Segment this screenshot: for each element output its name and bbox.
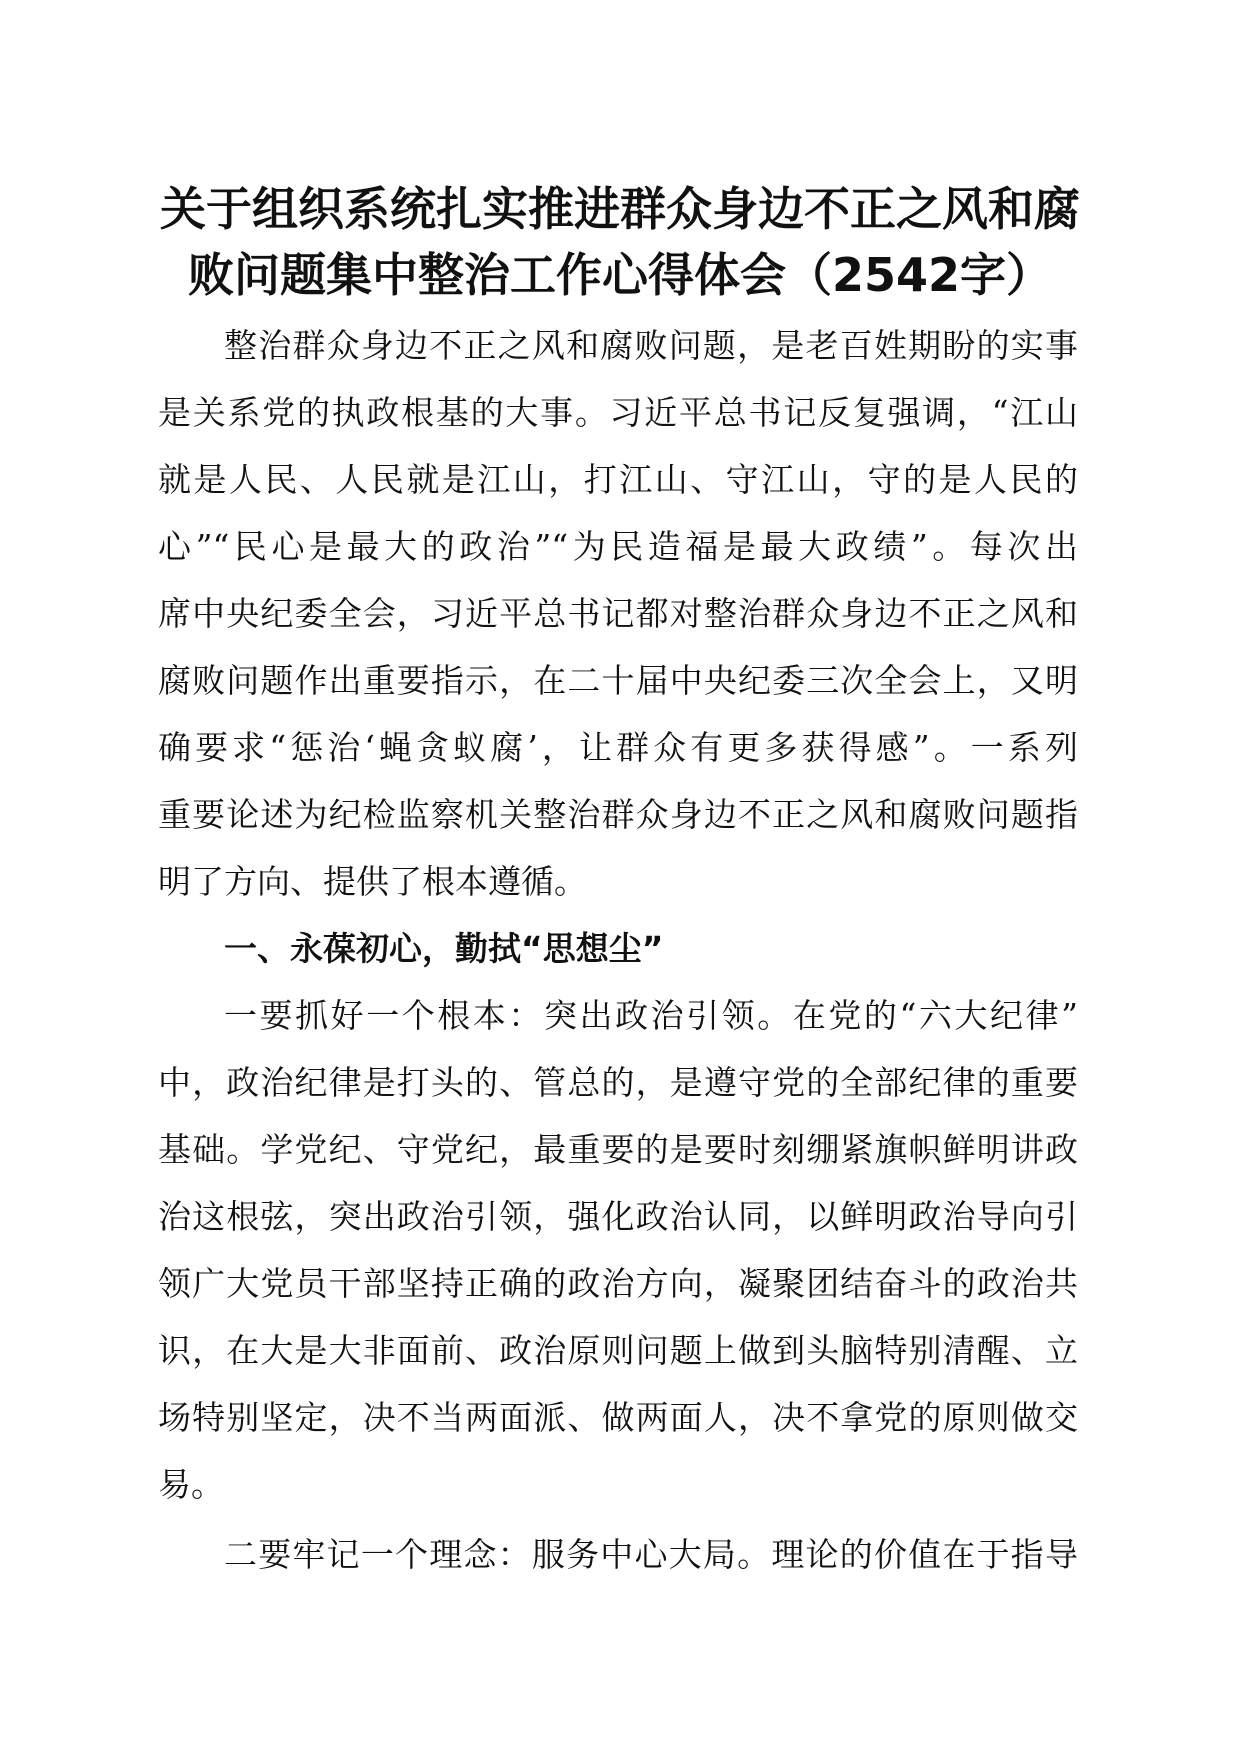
paragraph-line: 识，在大是大非面前、政治原则问题上做到头脑特别清醒、立 (158, 1331, 1078, 1370)
paragraph-line: 席中央纪委全会，习近平总书记都对整治群众身边不正之风和 (158, 594, 1078, 633)
section-heading: 一、永葆初心，勤拭“思想尘” (224, 929, 664, 968)
paragraph-line: 场特别坚定，决不当两面派、做两面人，决不拿党的原则做交 (158, 1398, 1078, 1437)
paragraph-line: 易。 (158, 1465, 224, 1504)
document-title (140, 176, 1100, 308)
paragraph-line: 二要牢记一个理念：服务中心大局。理论的价值在于指导 (224, 1535, 1078, 1574)
paragraph-line: 腐败问题作出重要指示，在二十届中央纪委三次全会上，又明 (158, 661, 1078, 700)
paragraph-line: 治这根弦，突出政治引领，强化政治认同，以鲜明政治导向引 (158, 1197, 1078, 1236)
paragraph-line: 就是人民、人民就是江山，打江山、守江山，守的是人民的 (158, 460, 1078, 499)
title-line-1: 关于组织系统扎实推进群众身边不正之风和腐 (160, 182, 1080, 236)
paragraph-line: 确要求“惩治‘蝇贪蚁腐’，让群众有更多获得感”。一系列 (158, 728, 1078, 767)
paragraph-line: 领广大党员干部坚持正确的政治方向，凝聚团结奋斗的政治共 (158, 1264, 1078, 1303)
paragraph-line: 整治群众身边不正之风和腐败问题，是老百姓期盼的实事 (224, 326, 1078, 365)
paragraph-line: 中，政治纪律是打头的、管总的，是遵守党的全部纪律的重要 (158, 1063, 1078, 1102)
paragraph-line: 一要抓好一个根本：突出政治引领。在党的“六大纪律” (224, 996, 1078, 1035)
paragraph-1 (158, 982, 1078, 1518)
paragraph-line: 重要论述为纪检监察机关整治群众身边不正之风和腐败问题指 (158, 795, 1078, 834)
document-body (158, 312, 1078, 1588)
paragraph-line: 心”“民心是最大的政治”“为民造福是最大政绩”。每次出 (158, 527, 1078, 566)
paragraph-2 (158, 1521, 1078, 1588)
intro-paragraph (158, 312, 1078, 915)
paragraph-line: 是关系党的执政根基的大事。习近平总书记反复强调，“江山 (158, 393, 1078, 432)
title-line-2: 败问题集中整治工作心得体会（2542字） (187, 248, 1053, 302)
paragraph-line: 明了方向、提供了根本遵循。 (158, 862, 587, 901)
paragraph-line: 基础。学党纪、守党纪，最重要的是要时刻绷紧旗帜鲜明讲政 (158, 1130, 1078, 1169)
